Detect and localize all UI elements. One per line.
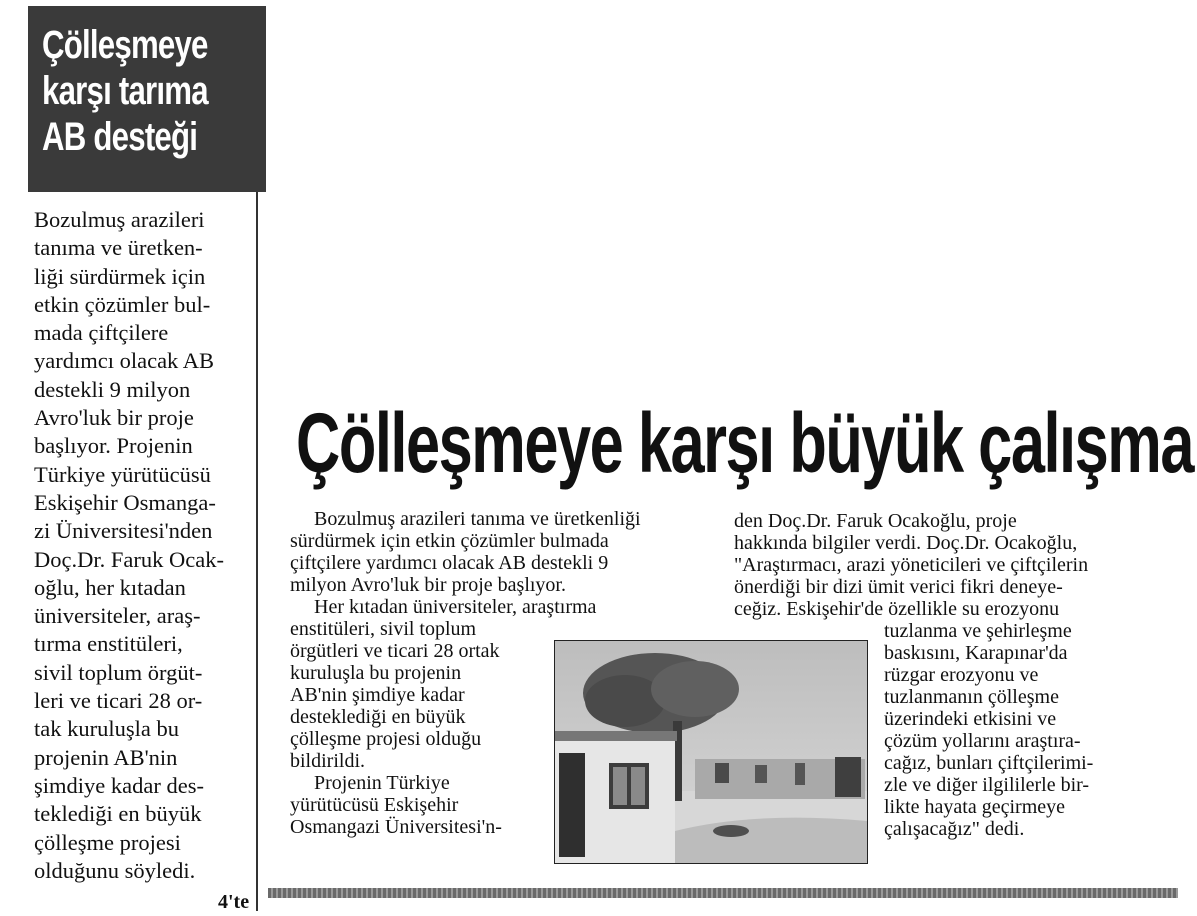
article-body-line: den Doç.Dr. Faruk Ocakoğlu, proje xyxy=(734,510,1017,532)
article-body-line: ceğiz. Eskişehir'de özellikle su erozyonu xyxy=(734,598,1060,620)
article-body-line: "Araştırmacı, arazi yöneticileri ve çiftçilerin xyxy=(734,554,1089,576)
village-tree-photo xyxy=(555,641,867,863)
article-body-line: milyon Avro'luk bir proje başlıyor. xyxy=(290,574,566,596)
sidebar-body-line: oğlu, her kıtadan xyxy=(34,574,186,600)
sidebar-body-line: teklediği en büyük xyxy=(34,801,202,827)
article-body-line: tuzlanma ve şehirleşme xyxy=(884,620,1072,642)
article-body-line: tuzlanmanın çölleşme xyxy=(884,686,1059,708)
article-body-line: üzerindeki etkisini ve xyxy=(884,708,1057,730)
sidebar-headline-line: karşı tarıma xyxy=(42,69,208,113)
sidebar-body-line: Eskişehir Osmanga- xyxy=(34,489,216,515)
article-body-line: Osmangazi Üniversitesi'n- xyxy=(290,816,502,838)
sidebar-body-line: Türkiye yürütücüsü xyxy=(34,461,211,487)
sidebar-body-line: olduğunu söyledi. xyxy=(34,857,196,883)
article-body-line: yürütücüsü Eskişehir xyxy=(290,794,459,816)
sidebar-body-line: etkin çözümler bul- xyxy=(34,291,211,317)
article-body-line: çölleşme projesi olduğu xyxy=(290,728,482,750)
sidebar-body-text xyxy=(34,206,256,885)
sidebar-body-line: şimdiye kadar des- xyxy=(34,772,204,798)
sidebar-news-column xyxy=(20,6,258,911)
article-body-line: enstitüleri, sivil toplum xyxy=(290,618,477,640)
page-bottom-rule xyxy=(268,888,1178,898)
article-body-line: zle ve diğer ilgililerle bir- xyxy=(884,774,1090,796)
article-body-line: rüzgar erozyonu ve xyxy=(884,664,1039,686)
article-body-line: çalışacağız" dedi. xyxy=(884,818,1025,840)
sidebar-body-line: başlıyor. Projenin xyxy=(34,433,193,459)
article-headline xyxy=(296,396,1193,490)
sidebar-body-line: sivil toplum örgüt- xyxy=(34,659,203,685)
article-body-line: çiftçilere yardımcı olacak AB destekli 9 xyxy=(290,552,609,574)
sidebar-body-line: tak kuruluşla bu xyxy=(34,716,179,742)
sidebar-headline-line: AB desteği xyxy=(42,115,198,159)
sidebar-body-line: üniversiteler, araş- xyxy=(34,603,201,629)
sidebar-headline-line: Çölleşmeye xyxy=(42,23,208,67)
article-body-line: hakkında bilgiler verdi. Doç.Dr. Ocakoğlu, xyxy=(734,532,1078,554)
sidebar-body-line: Avro'luk bir proje xyxy=(34,405,194,431)
article-body-line: baskısını, Karapınar'da xyxy=(884,642,1068,664)
sidebar-body-line: projenin AB'nin xyxy=(34,744,178,770)
article-body-line: Bozulmuş arazileri tanıma ve üretkenliği xyxy=(314,508,641,530)
article-body-line: AB'nin şimdiye kadar xyxy=(290,684,465,706)
article-body-line: sürdürmek için etkin çözümler bulmada xyxy=(290,530,609,552)
sidebar-body-line: çölleşme projesi xyxy=(34,829,181,855)
article-body-line: Projenin Türkiye xyxy=(314,772,450,794)
sidebar-headline xyxy=(28,6,266,192)
sidebar-body-line: tanıma ve üretken- xyxy=(34,235,203,261)
article-body-line: desteklediği en büyük xyxy=(290,706,466,728)
page-reference: 4'te xyxy=(218,891,250,913)
sidebar-body-line: liği sürdürmek için xyxy=(34,263,206,289)
article-body-line: örgütleri ve ticari 28 ortak xyxy=(290,640,500,662)
sidebar-body-line: Bozulmuş arazileri xyxy=(34,207,205,232)
article-photo xyxy=(554,640,868,864)
sidebar-body-line: mada çiftçilere xyxy=(34,320,169,346)
article-body-line: cağız, bunları çiftçilerimi- xyxy=(884,752,1094,774)
sidebar-body-line: Doç.Dr. Faruk Ocak- xyxy=(34,546,224,572)
sidebar-body-line: zi Üniversitesi'nden xyxy=(34,518,213,544)
sidebar-body-line: tırma enstitüleri, xyxy=(34,631,183,657)
article-body-line: Her kıtadan üniversiteler, araştırma xyxy=(314,596,597,618)
article-headline-text: Çölleşmeye karşı büyük çalışma xyxy=(296,396,1193,490)
sidebar-body-line: destekli 9 milyon xyxy=(34,376,191,402)
article-body-line: önerdiği bir dizi ümit verici fikri deneye- xyxy=(734,576,1063,598)
article-body-line: bildirildi. xyxy=(290,750,365,772)
article-body-line: likte hayata geçirmeye xyxy=(884,796,1066,818)
sidebar-body-line: leri ve ticari 28 or- xyxy=(34,688,203,714)
article-body-line: çözüm yollarını araştıra- xyxy=(884,730,1081,752)
article-body-line: kuruluşla bu projenin xyxy=(290,662,462,684)
sidebar-body-line: yardımcı olacak AB xyxy=(34,348,214,374)
